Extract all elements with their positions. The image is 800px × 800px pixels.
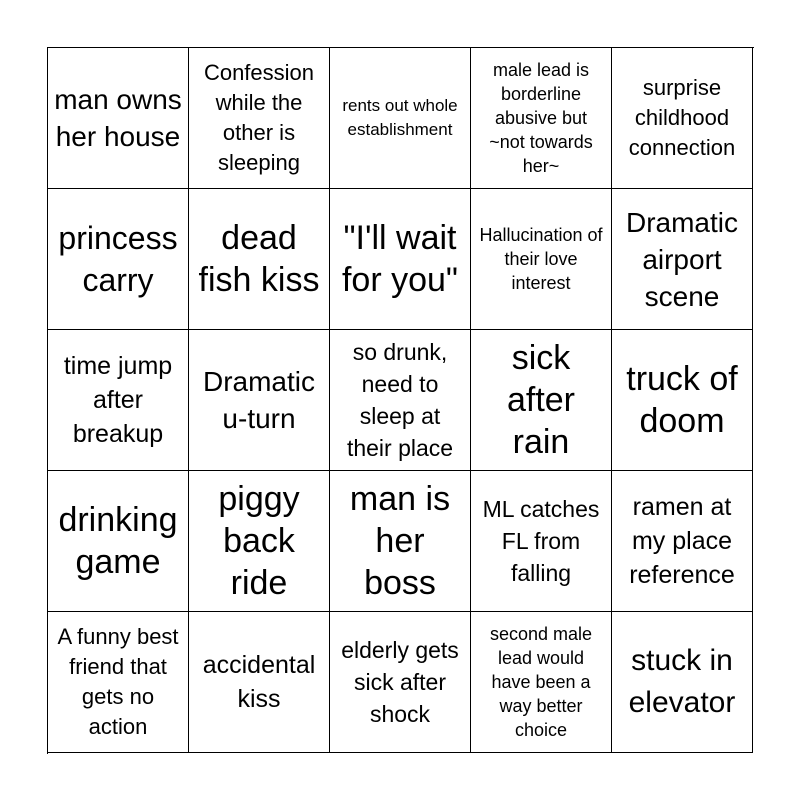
bingo-cell-r2c1[interactable] — [48, 189, 189, 330]
bingo-cell-r2c4[interactable] — [471, 189, 612, 330]
bingo-cell-r1c5[interactable] — [612, 48, 753, 189]
cell-label: elderly gets sick after shock — [341, 637, 459, 727]
cell-label: drinking game — [58, 501, 178, 581]
cell-label: man owns her house — [54, 84, 182, 152]
cell-label: A funny best friend that gets no action — [57, 624, 179, 739]
cell-label: time jump after breakup — [63, 352, 173, 448]
cell-label: accidental kiss — [202, 651, 316, 713]
cell-label: surprise childhood connection — [628, 75, 736, 160]
cell-label: dead fish kiss — [198, 219, 320, 299]
cell-label: so drunk, need to sleep at their place — [346, 339, 454, 461]
bingo-cell-r3c5[interactable] — [612, 330, 753, 471]
cell-label: second male lead would have been a way better choice — [489, 624, 593, 740]
bingo-cell-r5c3[interactable] — [330, 612, 471, 753]
cell-label: Dramatic airport scene — [625, 206, 738, 312]
bingo-cell-r1c1[interactable] — [48, 48, 189, 189]
bingo-cell-r5c2[interactable] — [189, 612, 330, 753]
bingo-cell-r4c5[interactable] — [612, 471, 753, 612]
bingo-cell-r2c3[interactable] — [330, 189, 471, 330]
cell-label: ramen at my place reference — [629, 493, 735, 589]
bingo-cell-r1c3[interactable] — [330, 48, 471, 189]
bingo-board — [47, 47, 754, 754]
bingo-cell-r2c5[interactable] — [612, 189, 753, 330]
cell-label: rents out whole establishment — [342, 96, 458, 139]
bingo-cell-r4c1[interactable] — [48, 471, 189, 612]
cell-label: "I'll wait for you" — [341, 219, 458, 299]
cell-label: ML catches FL from falling — [482, 496, 600, 586]
cell-label: truck of doom — [626, 360, 738, 440]
bingo-cell-r3c1[interactable] — [48, 330, 189, 471]
cell-label: sick after rain — [506, 339, 576, 461]
cell-label: Hallucination of their love interest — [479, 225, 603, 293]
bingo-cell-r1c4[interactable] — [471, 48, 612, 189]
cell-label: princess carry — [58, 220, 178, 298]
bingo-cell-r3c3[interactable] — [330, 330, 471, 471]
bingo-cell-r1c2[interactable] — [189, 48, 330, 189]
cell-label: stuck in elevator — [628, 644, 736, 719]
bingo-cell-r3c2[interactable] — [189, 330, 330, 471]
cell-label: man is her boss — [349, 480, 451, 602]
bingo-cell-r2c2[interactable] — [189, 189, 330, 330]
bingo-cell-r5c1[interactable] — [48, 612, 189, 753]
bingo-cell-r4c4[interactable] — [471, 471, 612, 612]
cell-label: piggy back ride — [218, 480, 300, 602]
bingo-cell-r5c4[interactable] — [471, 612, 612, 753]
cell-label: Confession while the other is sleeping — [203, 60, 315, 175]
cell-label: Dramatic u-turn — [202, 366, 315, 434]
bingo-cell-r5c5[interactable] — [612, 612, 753, 753]
bingo-cell-r3c4[interactable] — [471, 330, 612, 471]
bingo-cell-r4c2[interactable] — [189, 471, 330, 612]
cell-label: male lead is borderline abusive but ~not towards her~ — [489, 60, 593, 176]
bingo-cell-r4c3[interactable] — [330, 471, 471, 612]
